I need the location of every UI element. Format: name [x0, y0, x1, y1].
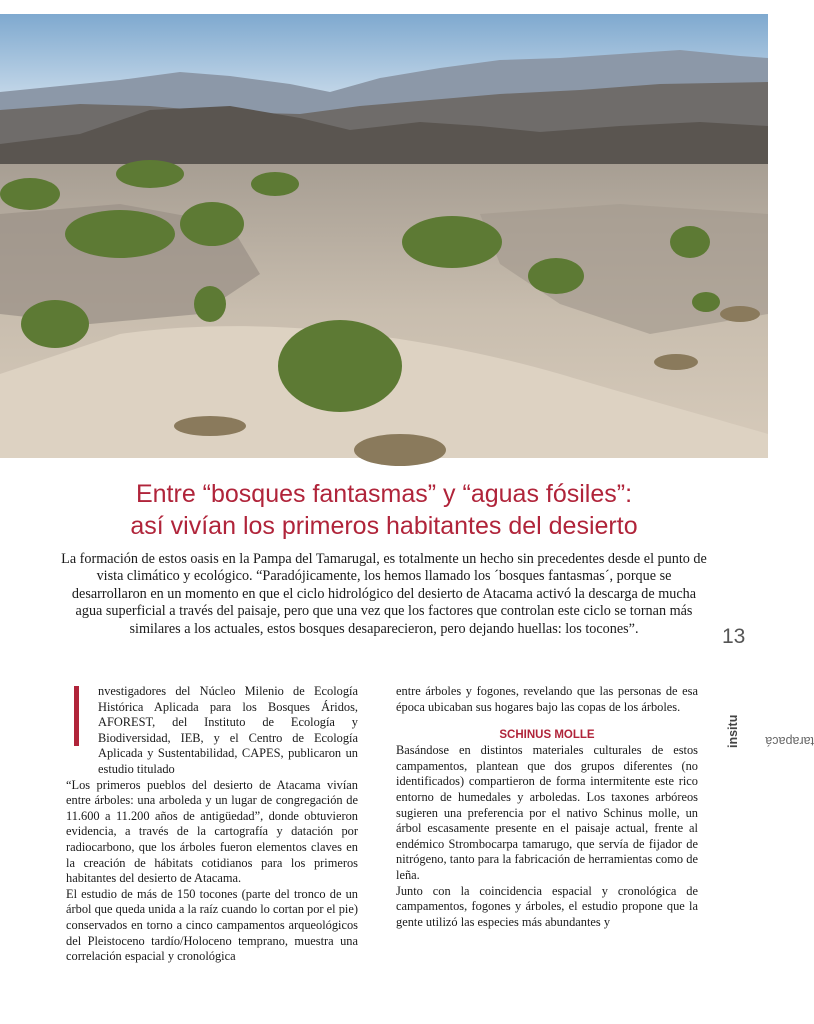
- body-paragraph-5: Junto con la coincidencia espacial y cronológica de campamentos, fogones y árboles, el estudio propone que la gente utilizó las especies más abundantes y: [396, 883, 698, 929]
- article-headline: [40, 478, 728, 542]
- magazine-brand: [726, 660, 814, 750]
- headline-line-1: Entre “bosques fantasmas” y “aguas fósiles”:: [135, 480, 633, 508]
- body-column-left: [66, 684, 358, 965]
- page-number: 13: [722, 625, 746, 648]
- brand-text: [726, 714, 814, 748]
- headline-line-2: así vivían los primeros habitantes del desierto: [130, 512, 638, 540]
- lead-paragraph: La formación de estos oasis en la Pampa del Tamarugal, es totalmente un hecho sin precedentes desde el punto de vista climático y ecológico. “Paradójicamente, los hemos llamado los ´bosques fantasmas´, porque se desarrollaron en un momento en que el ciclo hidrológico del desierto de Atacama activó la descarga de mucha agua superficial a través del paisaje, pero que una vez que los factores que controlan este ciclo se tornan más similares a los actuales, estos bosques desaparecieron, pero dejando huellas: los tocones”.: [61, 551, 707, 637]
- body-paragraph-4: Basándose en distintos materiales culturales de estos campamentos, plantean que dos grupos diferentes (no identificados) compartieron de forma intermitente este rico entorno de humedales y arboledas. Los taxones arbóreos sugieren una preferencia por el nativo Schinus molle, un árbol escasamente presente en el paisaje actual, frente al endémico Strombocarpa tamarugo, que servía de fijador de nitrógeno, tanto para la fabricación de herramientas como de leña.: [396, 743, 698, 882]
- body-paragraph-2: El estudio de más de 150 tocones (parte del tronco de un árbol que queda unida a la raíz cuando lo cortan por el pie) conservados en torno a cinco campamentos arqueológicos del Pleistoceno tardío/Holoceno temprano, muestra una correlación espacial y cronológica: [66, 886, 358, 964]
- dropcap-paragraph: [66, 684, 358, 778]
- body-paragraph-1: nvestigadores del Núcleo Milenio de Ecología Histórica Aplicada para los Bosques Áridos, AFOREST, del Instituto de Ecología y Biodiversidad, IEB, y el Centro de Ecología Aplicada y Sustentabilidad, CAPES, publicaron un estudio titulado: [98, 684, 358, 776]
- body-paragraph-1b: “Los primeros pueblos del desierto de Atacama vivían entre árboles: una arboleda y un lugar de congregación de 11.600 a 11.200 años de antigüedad”, donde obtuvieron evidencia, a través de la cartografía y datación por radiocarbono, que los árboles fueron elementos claves en la creación de hábitats cotidianos para los primeros habitantes del desierto de Atacama.: [66, 777, 358, 886]
- body-paragraph-3: entre árboles y fogones, revelando que las personas de esa época ubicaban sus hogares bajo las copas de los árboles.: [396, 684, 698, 714]
- dropcap-letter: [74, 686, 79, 746]
- hero-photo: [0, 14, 768, 458]
- desert-landscape-photo: [0, 14, 768, 458]
- body-column-right: [396, 684, 698, 930]
- section-subhead: SCHINUS MOLLE: [499, 729, 595, 742]
- brand-bold: insitu: [726, 714, 740, 748]
- brand-regular: tarapacá: [765, 734, 814, 748]
